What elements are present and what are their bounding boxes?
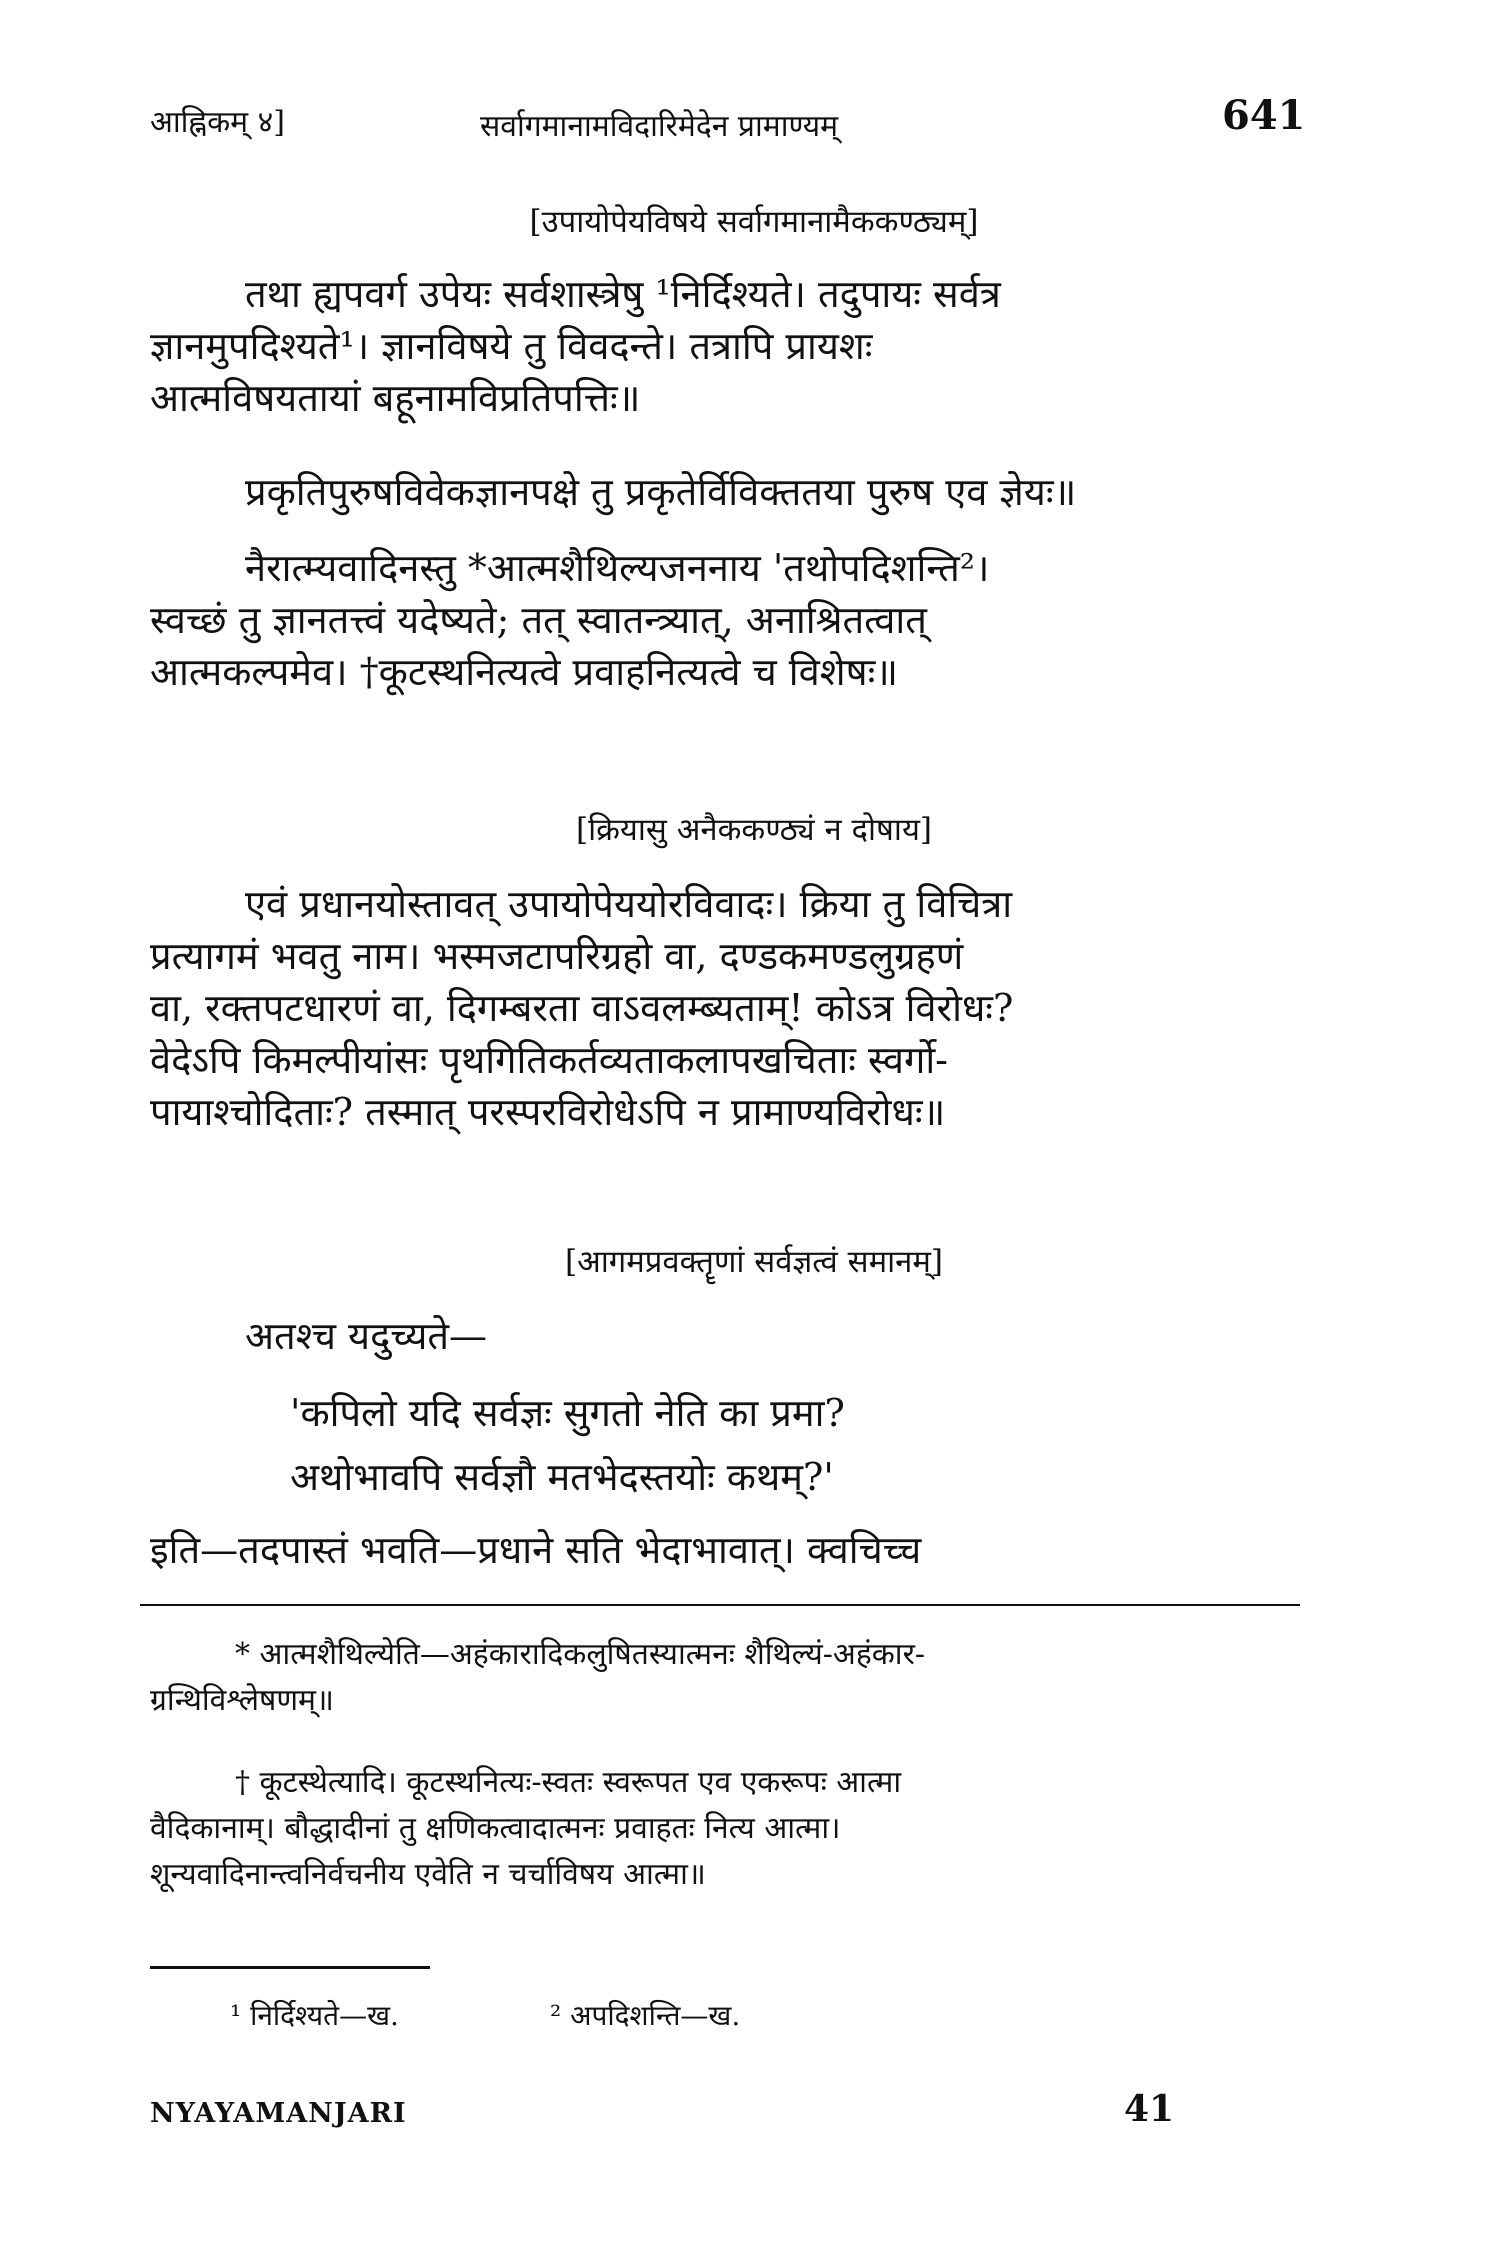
paragraph-line: नैरात्म्यवादिनस्तु *आत्मशैथिल्यजननाय 'तथोपदिशन्ति²। bbox=[245, 546, 990, 590]
paragraph-6 bbox=[150, 1524, 1300, 1576]
running-header-left: आह्निकम् ४] bbox=[150, 105, 285, 140]
section-heading-1: [उपायोपेयविषये सर्वागमानामैककण्ठ्यम्] bbox=[529, 204, 979, 240]
paragraph-line: तथा ह्यपवर्ग उपेयः सर्वशास्त्रेषु ¹निर्दिश्यते। तदुपायः सर्वत्र bbox=[245, 272, 1001, 316]
verse-line-2: अथोभावपि सर्वज्ञौ मतभेदस्तयोः कथम्?' bbox=[290, 1455, 834, 1499]
paragraph-line: इति—तदपास्तं भवति—प्रधाने सति भेदाभावात्। क्वचिच्च bbox=[150, 1528, 922, 1572]
variant-reading-2: ² अपदिशन्ति—ख. bbox=[550, 1999, 741, 2032]
paragraph-line: एवं प्रधानयोस्तावत् उपायोपेययोरविवादः। क्रिया तु विचित्रा bbox=[245, 882, 1013, 926]
footnote-line: वैदिकानाम्। बौद्धादीनां तु क्षणिकत्वादात्मनः प्रवाहतः नित्य आत्मा। bbox=[150, 1811, 841, 1846]
paragraph-line: आत्मविषयतायां बहूनामविप्रतिपत्तिः॥ bbox=[150, 376, 641, 420]
footnote-divider bbox=[140, 1604, 1300, 1606]
section-heading-3: [आगमप्रवक्तॄणां सर्वज्ञत्वं समानम्] bbox=[565, 1244, 943, 1280]
paragraph-line: आत्मकल्पमेव। †कूटस्थनित्यत्वे प्रवाहनित्यत्वे च विशेषः॥ bbox=[150, 650, 899, 694]
paragraph-line: पायाश्चोदिताः? तस्मात् परस्परविरोधेऽपि न प्रामाण्यविरोधः॥ bbox=[150, 1090, 946, 1134]
footnote-line: † कूटस्थेत्यादि। कूटस्थनित्यः-स्वतः स्वरूपत एव एकरूपः आत्मा bbox=[235, 1765, 902, 1800]
paragraph-line: स्वच्छं तु ज्ञानतत्त्वं यदेष्यते; तत् स्वातन्त्र्यात्, अनाश्रितत्वात् bbox=[150, 598, 927, 642]
paragraph-3 bbox=[150, 542, 1300, 698]
paragraph-line: वा, रक्तपटधारणं वा, दिगम्बरता वाऽवलम्ब्यताम्! कोऽत्र विरोधः? bbox=[150, 986, 1014, 1030]
paragraph-5 bbox=[150, 1310, 1300, 1362]
paragraph-line: अतश्च यदुच्यते— bbox=[245, 1314, 488, 1358]
footnote-line: ग्रन्थिविश्लेषणम्॥ bbox=[150, 1683, 334, 1718]
verse-line-1: 'कपिलो यदि सर्वज्ञः सुगतो नेति का प्रमा? bbox=[290, 1391, 845, 1435]
paragraph-line: वेदेऽपि किमल्पीयांसः पृथगितिकर्तव्यताकलापखचिताः स्वर्गो- bbox=[150, 1038, 949, 1082]
variant-divider bbox=[150, 1966, 430, 1969]
section-heading-2: [क्रियासु अनैककण्ठ्यं न दोषाय] bbox=[575, 812, 933, 848]
paragraph-2 bbox=[150, 466, 1300, 518]
footer-signature-number: 41 bbox=[1124, 2088, 1175, 2130]
footnote-line: * आत्मशैथिल्येति—अहंकारादिकलुषितस्यात्मनः शैथिल्यं-अहंकार- bbox=[235, 1637, 925, 1672]
page-number: 641 bbox=[1222, 92, 1306, 139]
paragraph-1 bbox=[150, 268, 1300, 424]
footer-book-title: NYAYAMANJARI bbox=[150, 2098, 407, 2129]
footnote-star bbox=[150, 1632, 1300, 1724]
paragraph-line: ज्ञानमुपदिश्यते¹। ज्ञानविषये तु विवदन्ते। तत्रापि प्रायशः bbox=[150, 324, 873, 368]
running-header-title: सर्वागमानामविदारिमेदेन प्रामाण्यम् bbox=[480, 109, 839, 144]
footnote-dagger bbox=[150, 1760, 1300, 1898]
paragraph-4 bbox=[150, 878, 1300, 1138]
paragraph-line: प्रत्यागमं भवतु नाम। भस्मजटापरिग्रहो वा, दण्डकमण्डलुग्रहणं bbox=[150, 934, 964, 978]
paragraph-line: प्रकृतिपुरुषविवेकज्ञानपक्षे तु प्रकृतेर्विविक्ततया पुरुष एव ज्ञेयः॥ bbox=[245, 470, 1077, 514]
footnote-line: शून्यवादिनान्त्वनिर्वचनीय एवेति न चर्चाविषय आत्मा॥ bbox=[150, 1857, 706, 1892]
variant-reading-1: ¹ निर्दिश्यते—ख. bbox=[230, 1999, 399, 2032]
